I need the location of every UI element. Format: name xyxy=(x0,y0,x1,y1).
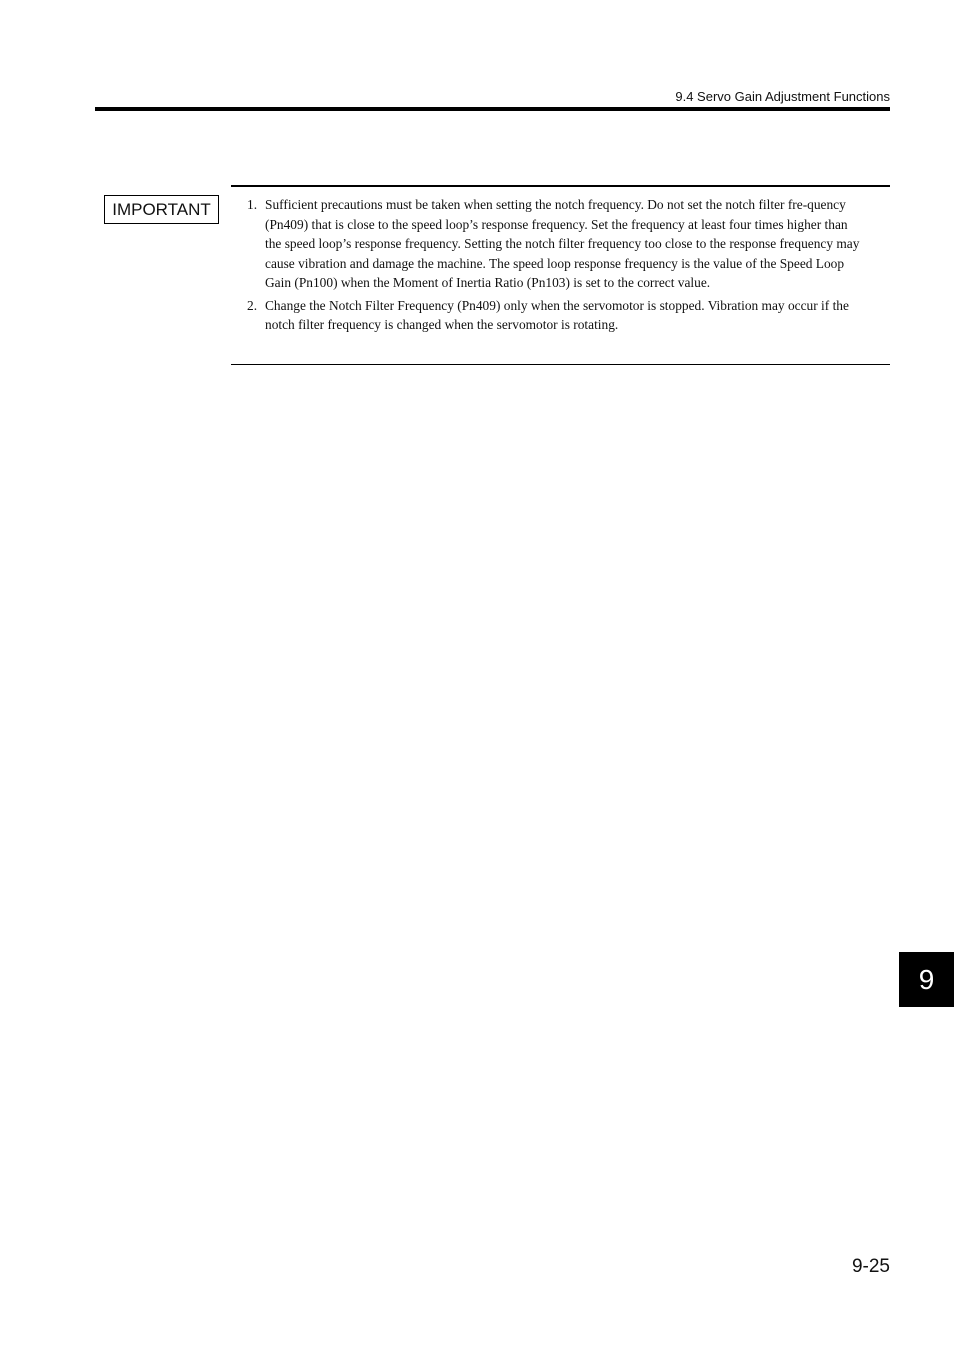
important-label: IMPORTANT xyxy=(104,195,219,224)
notice-list xyxy=(231,187,890,335)
notice-item-1 xyxy=(247,195,866,293)
chapter-tab: 9 xyxy=(899,952,954,1007)
notice-item-number: 1. xyxy=(247,197,258,212)
important-notice-box xyxy=(231,185,890,365)
notice-item-2 xyxy=(247,296,866,335)
notice-item-text: Change the Notch Filter Frequency (Pn409) only when the servomotor is stopped. Vibration may occur if the notch filter frequency is changed when the servomotor is rotating. xyxy=(265,297,849,332)
page-number: 9-25 xyxy=(851,1256,890,1277)
running-header: 9.4 Servo Gain Adjustment Functions xyxy=(675,89,890,104)
notice-item-number: 2. xyxy=(247,297,258,313)
header-rule xyxy=(95,107,890,111)
notice-item-text: Sufficient precautions must be taken when setting the notch frequency. Do not set the notch filter fre-quency (Pn409) that is close to the speed loop’s response frequency. Set the frequency at least four times higher than the speed loop’s response frequency. Setting the notch filter frequency too close to the response frequency may cause vibration and damage the machine. The speed loop response frequency is the value of the Speed Loop Gain (Pn100) when the Moment of Inertia Ratio (Pn103) is set to the correct value. xyxy=(265,197,860,290)
